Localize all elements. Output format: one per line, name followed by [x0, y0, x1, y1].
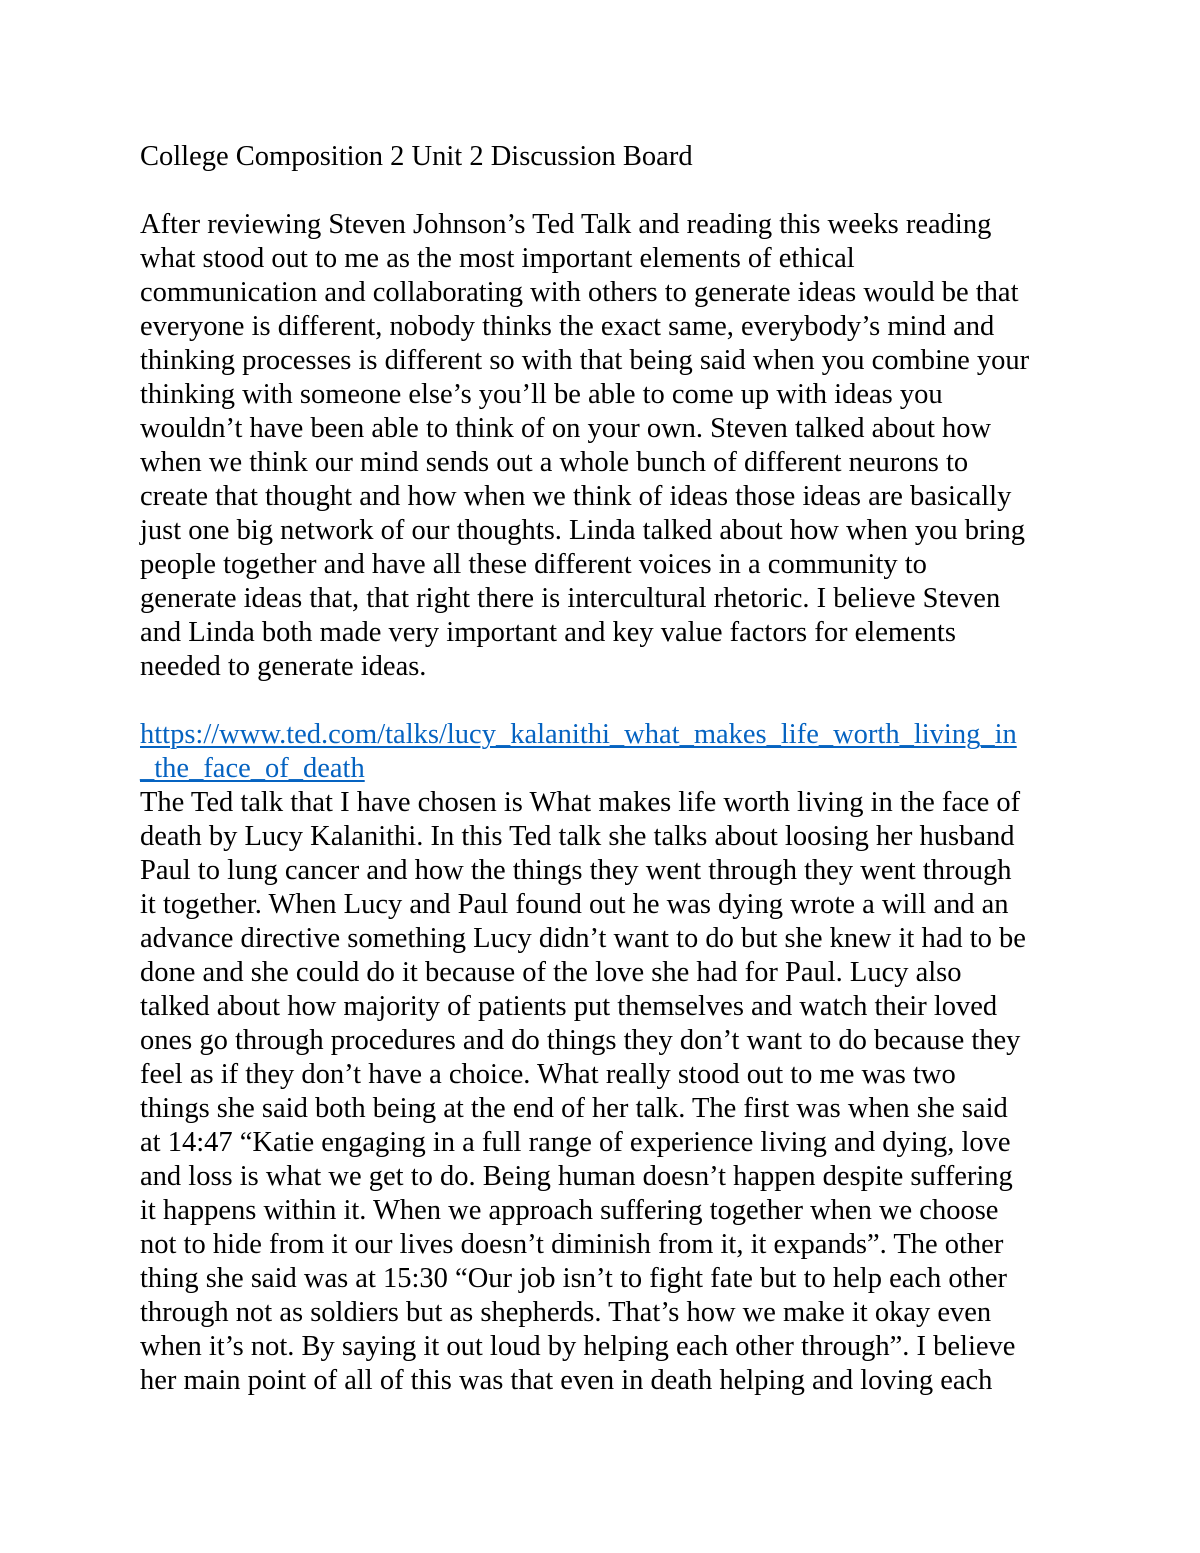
paragraph-line: not to hide from it our lives doesn’t diminish from it, it expands”. The other: [140, 1229, 1004, 1260]
paragraph-line: The Ted talk that I have chosen is What makes life worth living in the face of: [140, 787, 1021, 818]
paragraph-line: and loss is what we get to do. Being human doesn’t happen despite suffering: [140, 1161, 1013, 1192]
ted-talk-link[interactable]: [140, 718, 1080, 786]
paragraph-line: when it’s not. By saying it out loud by helping each other through”. I believe: [140, 1331, 1016, 1362]
paragraph-line: communication and collaborating with others to generate ideas would be that: [140, 277, 1019, 308]
paragraph-line: her main point of all of this was that even in death helping and loving each: [140, 1365, 993, 1396]
paragraph-line: After reviewing Steven Johnson’s Ted Talk and reading this weeks reading: [140, 209, 992, 240]
blank-line: [140, 174, 1080, 208]
paragraph-line: advance directive something Lucy didn’t want to do but she knew it had to be: [140, 923, 1026, 954]
paragraph-line: death by Lucy Kalanithi. In this Ted talk she talks about loosing her husband: [140, 821, 1015, 852]
ted-talk-link-line[interactable]: https://www.ted.com/talks/lucy_kalanithi_what_makes_life_worth_living_in: [140, 719, 1017, 750]
paragraph-reflection: [140, 208, 1080, 684]
paragraph-line: done and she could do it because of the love she had for Paul. Lucy also: [140, 957, 962, 988]
document-page: [140, 140, 1080, 1398]
paragraph-ted-talk: [140, 786, 1080, 1398]
paragraph-line: thinking processes is different so with that being said when you combine your: [140, 345, 1030, 376]
paragraph-line: through not as soldiers but as shepherds. That’s how we make it okay even: [140, 1297, 992, 1328]
paragraph-line: ones go through procedures and do things they don’t want to do because they: [140, 1025, 1021, 1056]
paragraph-line: when we think our mind sends out a whole bunch of different neurons to: [140, 447, 969, 478]
paragraph-line: needed to generate ideas.: [140, 651, 427, 682]
ted-talk-link-line[interactable]: _the_face_of_death: [140, 753, 365, 784]
paragraph-line: at 14:47 “Katie engaging in a full range of experience living and dying, love: [140, 1127, 1011, 1158]
document-title: College Composition 2 Unit 2 Discussion Board: [140, 141, 693, 172]
paragraph-line: and Linda both made very important and key value factors for elements: [140, 617, 956, 648]
paragraph-line: generate ideas that, that right there is intercultural rhetoric. I believe Steven: [140, 583, 1001, 614]
blank-line: [140, 684, 1080, 718]
paragraph-line: everyone is different, nobody thinks the exact same, everybody’s mind and: [140, 311, 995, 342]
paragraph-line: it happens within it. When we approach suffering together when we choose: [140, 1195, 999, 1226]
paragraph-line: talked about how majority of patients put themselves and watch their loved: [140, 991, 998, 1022]
paragraph-line: what stood out to me as the most important elements of ethical: [140, 243, 855, 274]
paragraph-line: it together. When Lucy and Paul found out he was dying wrote a will and an: [140, 889, 1009, 920]
paragraph-line: just one big network of our thoughts. Linda talked about how when you bring: [140, 515, 1025, 546]
paragraph-line: create that thought and how when we think of ideas those ideas are basically: [140, 481, 1012, 512]
paragraph-line: thinking with someone else’s you’ll be able to come up with ideas you: [140, 379, 943, 410]
paragraph-line: things she said both being at the end of her talk. The first was when she said: [140, 1093, 1008, 1124]
paragraph-line: wouldn’t have been able to think of on your own. Steven talked about how: [140, 413, 992, 444]
paragraph-line: people together and have all these different voices in a community to: [140, 549, 927, 580]
paragraph-line: thing she said was at 15:30 “Our job isn’t to fight fate but to help each other: [140, 1263, 1007, 1294]
paragraph-line: Paul to lung cancer and how the things they went through they went through: [140, 855, 1012, 886]
paragraph-line: feel as if they don’t have a choice. What really stood out to me was two: [140, 1059, 956, 1090]
